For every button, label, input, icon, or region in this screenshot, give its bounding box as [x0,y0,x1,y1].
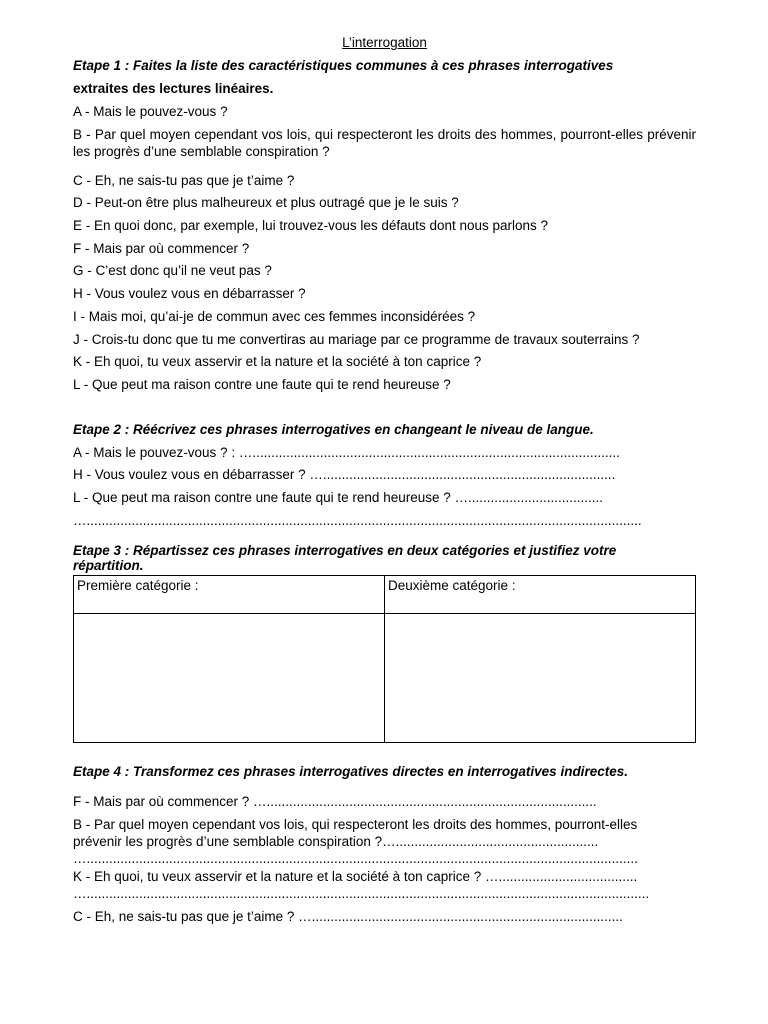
step3-heading-cont: répartition. [73,558,144,574]
rewrite-line-a[interactable]: A - Mais le pouvez-vous ? : ….................................................................................................. [73,444,620,460]
sentence-d: D - Peut-on être plus malheureux et plus outragé que je le suis ? [73,195,459,211]
indirect-line-b1: B - Par quel moyen cependant vos lois, qui respecteront les droits des hommes, pourront-elles [73,817,638,832]
page-title: L’interrogation [342,35,427,50]
sentence-b: B - Par quel moyen cependant vos lois, qui respecteront les droits des hommes, pourront-elles prévenir les progrès d’une semblable conspiration ? [73,126,696,159]
indirect-line-c[interactable]: C - Eh, ne sais-tu pas que je t’aime ? …................................................................................... [73,909,623,924]
category-table [73,575,696,743]
category-header-2: Deuxième catégorie : [385,576,696,614]
sentence-l: L - Que peut ma raison contre une faute qui te rend heureuse ? [73,376,451,392]
step1-heading-cont: extraites des lectures linéaires. [73,81,274,96]
step4-heading: Etape 4 : Transformez ces phrases interrogatives directes en interrogatives indirectes. [73,764,628,780]
sentence-k: K - Eh quoi, tu veux asservir et la nature et la société à ton caprice ? [73,354,482,370]
category-header-1: Première catégorie : [74,576,385,614]
step3-heading: Etape 3 : Répartissez ces phrases interrogatives en deux catégories et justifiez votre [73,543,617,559]
rewrite-line-h[interactable]: H - Vous voulez vous en débarrasser ? ….............................................................................. [73,467,616,483]
sentence-h: H - Vous voulez vous en débarrasser ? [73,286,306,302]
sentence-a: A - Mais le pouvez-vous ? [73,104,228,119]
sentence-c: C - Eh, ne sais-tu pas que je t’aime ? [73,172,295,188]
category-cell-1[interactable] [74,614,385,743]
indirect-line-b3[interactable]: …................................................................................................................................................... [73,851,638,866]
step1-heading: Etape 1 : Faites la liste des caractéristiques communes à ces phrases interrogatives [73,58,614,73]
sentence-f: F - Mais par où commencer ? [73,240,250,256]
sentence-g: G - C’est donc qu’il ne veut pas ? [73,263,272,279]
sentence-j: J - Crois-tu donc que tu me convertiras au mariage par ce programme de travaux souterrains ? [73,331,640,347]
step2-heading: Etape 2 : Réécrivez ces phrases interrogatives en changeant le niveau de langue. [73,421,594,437]
worksheet-page [73,34,696,925]
rewrite-line-l[interactable]: L - Que peut ma raison contre une faute qui te rend heureuse ? ….................................... [73,489,604,505]
sentence-e: E - En quoi donc, par exemple, lui trouvez-vous les défauts dont nous parlons ? [73,218,549,234]
indirect-line-f[interactable]: F - Mais par où commencer ? …........................................................................................ [73,794,597,810]
indirect-line-k2[interactable]: …...................................................................................................................................................... [73,886,650,901]
rewrite-line-extra[interactable]: ….................................................................................................................................................... [73,512,642,528]
indirect-line-k1[interactable]: K - Eh quoi, tu veux asservir et la nature et la société à ton caprice ? …..................................... [73,869,638,884]
category-cell-2[interactable] [385,614,696,743]
sentence-i: I - Mais moi, qu’ai-je de commun avec ces femmes inconsidérées ? [73,308,476,324]
indirect-line-b2[interactable]: prévenir les progrès d’une semblable conspiration ?…...................................................... [73,834,599,849]
